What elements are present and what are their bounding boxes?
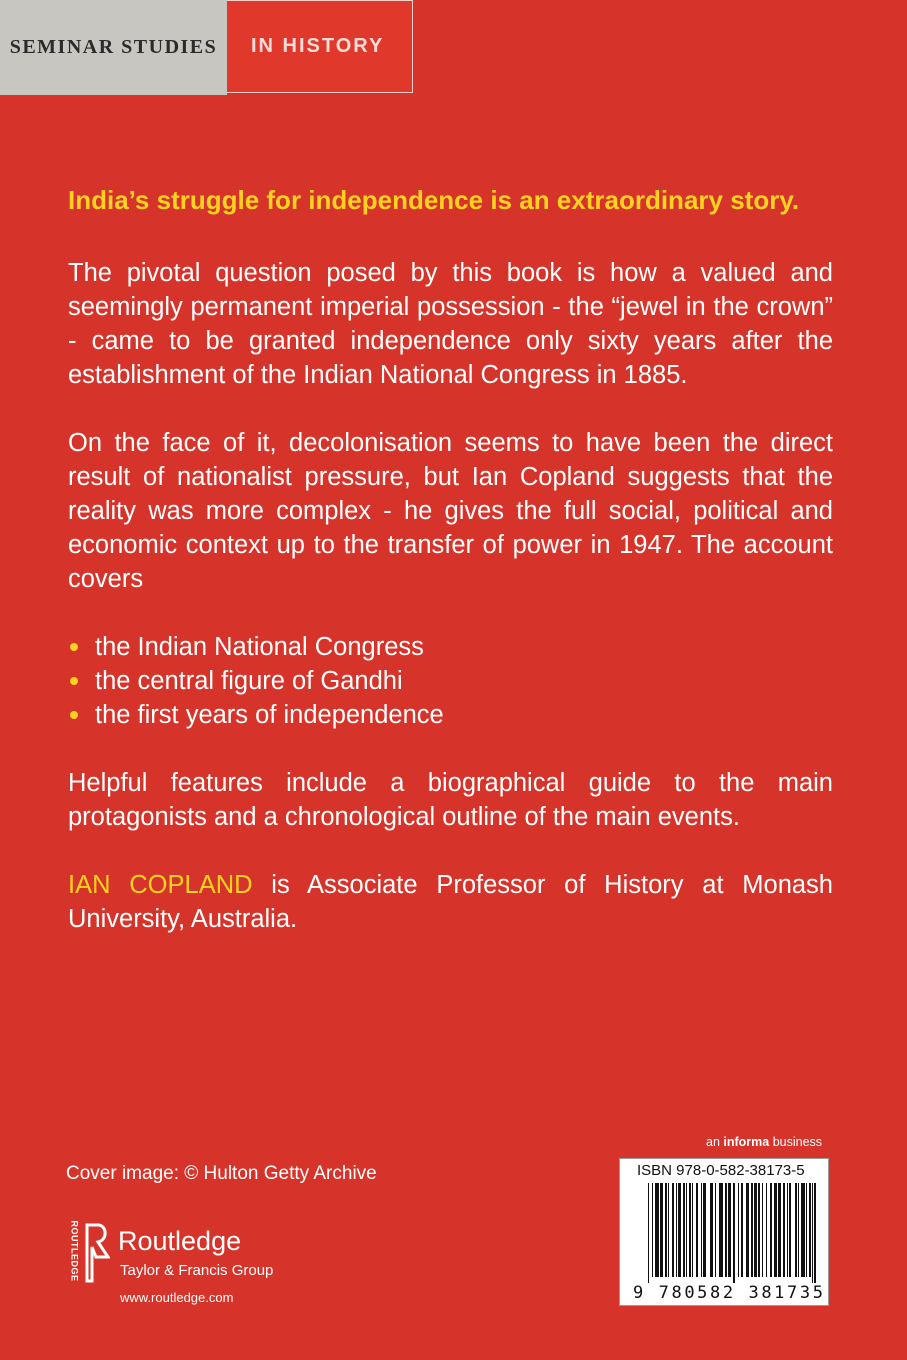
barcode-bar <box>809 1183 811 1277</box>
blurb <box>68 185 833 970</box>
bullet-dot-icon <box>70 711 78 719</box>
barcode-bar <box>770 1183 772 1277</box>
list-item: the Indian National Congress <box>68 630 833 664</box>
barcode-bar <box>801 1183 805 1277</box>
barcode-bar <box>766 1183 767 1277</box>
publisher-block <box>66 1220 326 1315</box>
barcode-bar <box>778 1183 781 1277</box>
barcode-bar <box>678 1183 681 1277</box>
barcode-bar <box>725 1183 727 1277</box>
cover-credit: Cover image: © Hulton Getty Archive <box>66 1163 377 1184</box>
barcode-bar <box>648 1183 649 1283</box>
barcode-bar <box>787 1183 788 1277</box>
barcode-bar <box>733 1183 735 1283</box>
list-item: the first years of independence <box>68 698 833 732</box>
barcode-bar <box>738 1183 739 1277</box>
barcode-bar <box>719 1183 723 1277</box>
routledge-r-logo-icon <box>84 1223 110 1283</box>
list-item: the central figure of Gandhi <box>68 664 833 698</box>
barcode-bar <box>672 1183 674 1277</box>
barcode-bar <box>783 1183 785 1277</box>
barcode-bar <box>758 1183 760 1277</box>
barcode-bar <box>795 1183 797 1277</box>
barcode-number: 9 780582 381735 <box>633 1283 826 1303</box>
topic-list <box>68 630 833 732</box>
barcode-bar <box>655 1183 659 1277</box>
barcode-bar <box>798 1183 799 1277</box>
barcode-bar <box>789 1183 791 1277</box>
barcode-bar <box>660 1183 663 1277</box>
barcode-bar <box>689 1183 691 1277</box>
paragraph-decolonisation: On the face of it, decolonisation seems to have been the direct result of nationalist pressure, but Ian Copland suggests that the reality was more complex - he gives the full social, political and economic context up to the transfer of power in 1947. The account covers <box>68 429 833 593</box>
barcode-bar <box>746 1183 749 1277</box>
publisher-group: Taylor & Francis Group <box>120 1262 274 1279</box>
barcode-bar <box>696 1183 698 1277</box>
author-bio <box>68 868 833 936</box>
barcode-bar <box>676 1183 677 1277</box>
headline: India’s struggle for independence is an extraordinary story. <box>68 185 800 215</box>
barcode-bar <box>692 1183 693 1277</box>
bullet-dot-icon <box>70 643 78 651</box>
series-banner <box>0 0 415 95</box>
isbn-text: ISBN 978-0-582-38173-5 <box>637 1162 805 1179</box>
barcode-bar <box>741 1183 743 1277</box>
series-title-right: IN HISTORY <box>227 0 413 93</box>
barcode-bar <box>652 1183 653 1277</box>
barcode-bar <box>728 1183 731 1277</box>
barcode-bar <box>751 1183 753 1277</box>
barcode-bar <box>814 1183 816 1283</box>
barcode-bar <box>683 1183 685 1277</box>
bullet-dot-icon <box>70 677 78 685</box>
publisher-name: Routledge <box>118 1226 242 1256</box>
barcode-bar <box>665 1183 667 1277</box>
barcode-bar <box>806 1183 807 1277</box>
barcode-panel <box>619 1158 829 1306</box>
barcode-bar <box>715 1183 716 1277</box>
paragraph-question: The pivotal question posed by this book is how a valued and seemingly permanent imperial possession - the “jewel in the crown” - came to be granted independence only sixty years after the establishment of the Indian National Congress in 1885. <box>68 259 833 389</box>
author-name: IAN COPLAND <box>68 871 253 899</box>
publisher-url[interactable]: www.routledge.com <box>120 1290 234 1305</box>
barcode-bar <box>686 1183 687 1277</box>
publisher-vertical-label: ROUTLEDGE <box>69 1220 80 1282</box>
informa-tagline: an informa business <box>706 1135 823 1149</box>
barcode-bar <box>774 1183 777 1277</box>
barcode-bar <box>701 1183 702 1277</box>
barcode-bar <box>754 1183 757 1277</box>
barcode-bar <box>762 1183 763 1277</box>
paragraph-features: Helpful features include a biographical guide to the main protagonists and a chronological outline of the main events. <box>68 769 833 831</box>
author-description: is Associate Professor of History at Monash University, Australia. <box>68 871 833 933</box>
barcode-bar <box>812 1183 813 1283</box>
barcode-bar <box>668 1183 669 1277</box>
barcode-bar <box>710 1183 713 1277</box>
barcode-bar <box>703 1183 706 1277</box>
series-title-left: SEMINAR STUDIES <box>0 0 227 95</box>
